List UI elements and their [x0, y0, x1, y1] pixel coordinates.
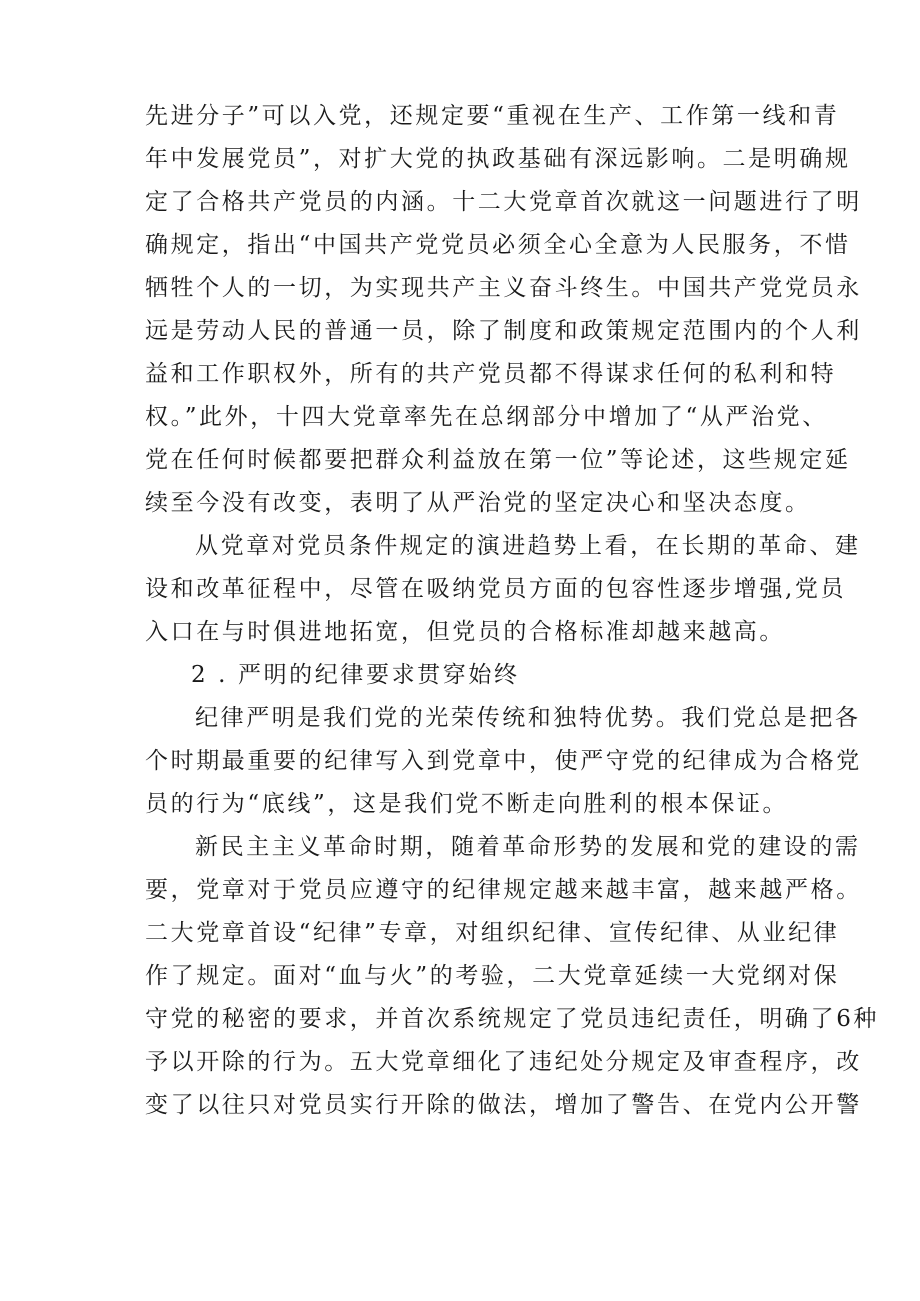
paragraph-line: 远是劳动人民的普通一员，除了制度和政策规定范围内的个人利 — [145, 318, 862, 344]
paragraph-new-democratic-period — [145, 826, 880, 1127]
paragraph-line: 入口在与时俱进地拓宽，但党员的合格标准却越来越高。 — [145, 619, 785, 645]
paragraph-line: 牺牲个人的一切，为实现共产主义奋斗终生。中国共产党党员永 — [145, 275, 862, 301]
paragraph-line: 员的行为“底线”，这是我们党不断走向胜利的根本保证。 — [145, 791, 789, 817]
paragraph-line: 定了合格共产党员的内涵。十二大党章首次就这一问题进行了明 — [145, 189, 862, 215]
paragraph-line: 要，党章对于党员应遵守的纪律规定越来越丰富，越来越严格。 — [145, 877, 862, 903]
paragraph-line: 先进分子”可以入党，还规定要“重视在生产、工作第一线和青 — [145, 103, 840, 129]
paragraph-line: 个时期最重要的纪律写入到党章中，使严守党的纪律成为合格党 — [145, 748, 862, 774]
paragraph-line: 从党章对党员条件规定的演进趋势上看，在长期的革命、建 — [195, 533, 861, 559]
paragraph-line: 权。”此外，十四大党章率先在总纲部分中增加了“从严治党、 — [145, 404, 828, 430]
paragraph-line: 纪律严明是我们党的光荣传统和独特优势。我们党总是把各 — [195, 705, 861, 731]
paragraph-line: 确规定，指出“中国共产党党员必须全心全意为人民服务，不惜 — [145, 232, 851, 258]
paragraph-line: 党在任何时候都要把群众利益放在第一位”等论述，这些规定延 — [145, 447, 851, 473]
section-heading — [145, 654, 805, 697]
section-heading-text: 2 . 严明的纪律要求贯穿始终 — [191, 662, 520, 688]
paragraph-line: 守党的秘密的要求，并首次系统规定了党员违纪责任，明确了6种 — [145, 1006, 880, 1032]
paragraph-membership-requirements — [145, 95, 862, 525]
paragraph-line: 设和改革征程中，尽管在吸纳党员方面的包容性逐步增强,党员 — [145, 576, 847, 602]
document-body — [145, 95, 880, 1127]
paragraph-line: 予以开除的行为。五大党章细化了违纪处分规定及审查程序，改 — [145, 1049, 862, 1075]
paragraph-line: 新民主主义革命时期，随着革命形势的发展和党的建设的需 — [195, 834, 861, 860]
paragraph-line: 益和工作职权外，所有的共产党员都不得谋求任何的私利和特 — [145, 361, 837, 387]
paragraph-line: 变了以往只对党员实行开除的做法，增加了警告、在党内公开警 — [145, 1092, 862, 1118]
paragraph-line: 年中发展党员”，对扩大党的执政基础有深远影响。二是明确规 — [145, 146, 851, 172]
paragraph-line: 续至今没有改变，表明了从严治党的坚定决心和坚决态度。 — [145, 490, 811, 516]
paragraph-line: 作了规定。面对“血与火”的考验，二大党章延续一大党纲对保 — [145, 963, 840, 989]
paragraph-line: 二大党章首设“纪律”专章，对组织纪律、宣传纪律、从业纪律 — [145, 920, 840, 946]
paragraph-evolution-trend — [145, 525, 861, 654]
paragraph-discipline-tradition — [145, 697, 862, 826]
